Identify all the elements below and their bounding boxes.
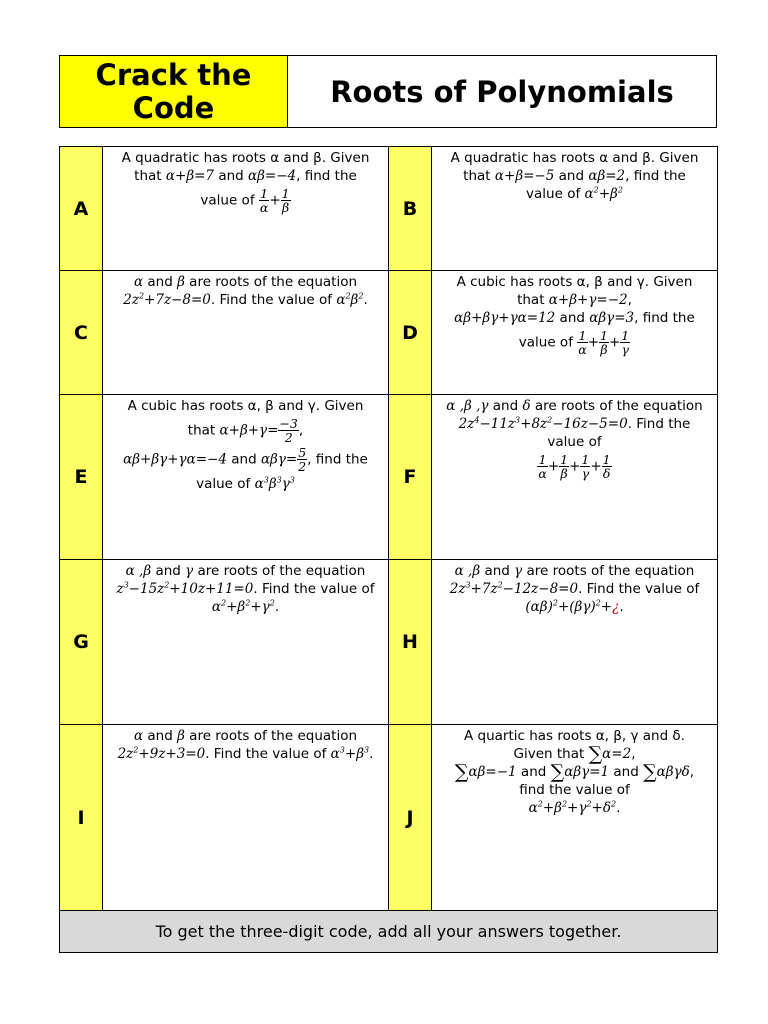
crack-the-code-label: [60, 56, 288, 127]
card-letter-j: J: [389, 725, 432, 911]
fraction: $\frac{1}{\alpha}$: [259, 186, 269, 215]
sigma-icon: ∑: [588, 743, 603, 765]
card-letter-g: G: [60, 560, 103, 725]
crack-line-1: Crack the: [95, 57, 252, 92]
page-title: Roots of Polynomials: [330, 74, 674, 109]
crack-line-2: Code: [132, 90, 215, 125]
fraction: $\frac{1}{\beta}$: [281, 186, 290, 215]
sigma-icon: ∑: [454, 761, 469, 783]
card-letter-f: F: [389, 395, 432, 560]
question-h: α ,β and γ are roots of the equation $2z^3+7z^2-12z-8=0$. Find the value of $(\alpha\beta)^2+(\beta\gamma)^2+¿$.: [432, 560, 718, 725]
question-grid: [59, 146, 718, 953]
question-g: α ,β and γ are roots of the equation $z^3-15z^2+10z+11=0$. Find the value of $\alpha^2+\beta^2+\gamma^2$.: [103, 560, 389, 725]
card-letter-h: H: [389, 560, 432, 725]
footer-instruction: To get the three-digit code, add all your answers together.: [60, 911, 718, 953]
card-letter-a: A: [60, 147, 103, 271]
card-letter-i: I: [60, 725, 103, 911]
question-e: A cubic has roots α, β and γ. Given that α+β+γ= $\frac{-3}{2}$ , αβ+βγ+γα=−4 and αβγ= $\frac{5}{2}$ , find the value of $\alpha^3\beta^3\gamma^3$: [103, 395, 389, 560]
card-letter-e: E: [60, 395, 103, 560]
sigma-icon: ∑: [550, 761, 565, 783]
question-a: A quadratic has roots α and β. Given that α+β=7 and αβ=−4, find the value of $\frac{1}{\alpha}$ + $\frac{1}{\beta}$: [103, 147, 389, 271]
question-i: α and β are roots of the equation $2z^2+9z+3=0$. Find the value of $\alpha^3+\beta^3$.: [103, 725, 389, 911]
card-letter-c: C: [60, 271, 103, 395]
card-letter-d: D: [389, 271, 432, 395]
title-banner: [59, 55, 717, 128]
question-c: α and β are roots of the equation $2z^2+7z-8=0$. Find the value of $\alpha^2\beta^2$.: [103, 271, 389, 395]
question-b: A quadratic has roots α and β. Given that α+β=−5 and αβ=2, find the value of $\alpha^2+\beta^2$: [432, 147, 718, 271]
sigma-icon: ∑: [643, 761, 657, 783]
question-f: α ,β ,γ and δ are roots of the equation $2z^4-11z^3+8z^2-16z-5=0$. Find the value of $\frac{1}{\alpha}$ + $\frac{1}{\beta}$ + $\frac{1}{\gamma}$ + $\frac{1}{\delta}$: [432, 395, 718, 560]
question-j: A quartic has roots α, β, γ and δ. Given that ∑α=2, ∑αβ=−1 and ∑αβγ=1 and ∑αβγδ, find the value of $\alpha^2+\beta^2+\gamma^2+\delta^2$.: [432, 725, 718, 911]
card-letter-b: B: [389, 147, 432, 271]
question-d: A cubic has roots α, β and γ. Given that α+β+γ=−2, αβ+βγ+γα=12 and αβγ=3, find the value of $\frac{1}{\alpha}$ + $\frac{1}{\beta}$ + $\frac{1}{\gamma}$: [432, 271, 718, 395]
